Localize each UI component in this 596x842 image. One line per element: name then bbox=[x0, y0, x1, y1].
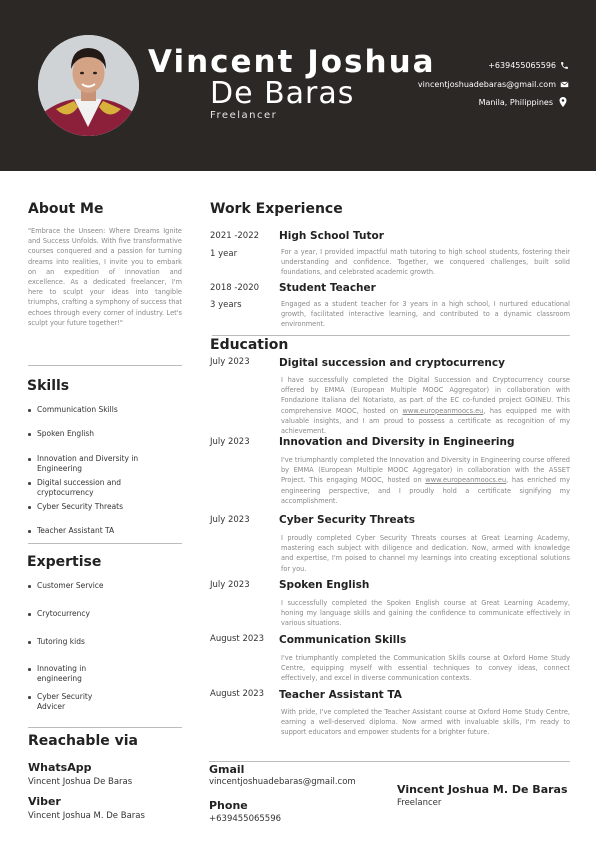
divider bbox=[28, 543, 182, 544]
expertise-item: Tutoring kids bbox=[28, 637, 148, 647]
education-title: Spoken English bbox=[279, 579, 370, 591]
work-heading: Work Experience bbox=[210, 201, 343, 217]
last-name: De Baras bbox=[210, 76, 355, 111]
education-title: Cyber Security Threats bbox=[279, 514, 415, 526]
divider bbox=[209, 761, 570, 762]
education-description: I successfully completed the Spoken English course at Great Learning Academy, honing my language skills and gaining the confidence to communicate effectively in various situations. bbox=[281, 599, 570, 628]
work-description: For a year, I provided impactful math tutoring to high school students, fostering their understanding and confidence. Together, we conquered challenges, built solid foundations, and celebrated academic growth. bbox=[281, 248, 570, 277]
skill-item: Teacher Assistant TA bbox=[28, 526, 148, 536]
education-date: August 2023 bbox=[210, 689, 265, 699]
education-description: I proudly completed Cyber Security Threats courses at Great Learning Academy, mastering each subject with diligence and dedication. Now, armed with knowledge and expertise, I'm poised to channel my learnings into creating exceptional solutions for you. bbox=[281, 534, 570, 573]
education-date: July 2023 bbox=[210, 515, 250, 525]
expertise-item: Innovating in engineering bbox=[28, 664, 98, 684]
header-location bbox=[479, 96, 569, 108]
education-title: Digital succession and cryptocurrency bbox=[279, 357, 505, 369]
education-title: Teacher Assistant TA bbox=[279, 689, 402, 701]
work-title: High School Tutor bbox=[279, 230, 384, 242]
expertise-item: Crytocurrency bbox=[28, 609, 148, 619]
whatsapp-label: WhatsApp bbox=[28, 761, 92, 774]
viber-label: Viber bbox=[28, 795, 61, 808]
education-date: August 2023 bbox=[210, 634, 265, 644]
education-text: I have successfully completed the Digital Succession and Cryptocurrency course offered by EMMA (European Multiple MOOC Aggregator) in collaboration with Fondazione Italiana del Notariato, as part of the EC co-funded project GOINEU. This comprehensive MOOC, hosted on bbox=[281, 376, 570, 415]
skill-item: Communication Skills bbox=[28, 405, 148, 415]
skill-item: Spoken English bbox=[28, 429, 148, 439]
europeanmoocs-link[interactable]: www.europeanmoocs.eu bbox=[402, 406, 484, 415]
header-email-text: vincentjoshuadebaras@gmail.com bbox=[417, 80, 556, 89]
divider bbox=[28, 365, 182, 366]
work-years: 2018 -2020 bbox=[210, 283, 260, 293]
about-text: "Embrace the Unseen: Where Dreams Ignite and Success Unfolds. With five transformative courses conquered and a passion for turning dreams into realities, I invite you to embark on an expedition of innovation and excellence. As a dedicated freelancer, I'm here to sculpt your ideas into tangible triumphs, crafting a symphony of success that echoes through every corner of industry. Let's sculpt your future together!" bbox=[28, 227, 182, 327]
work-years: 2021 -2022 bbox=[210, 231, 260, 241]
work-title: Student Teacher bbox=[279, 282, 376, 294]
education-description: With pride, I've completed the Teacher Assistant course at Oxford Home Study Centre, earning a well-deserved diploma. Now armed with invaluable skills, I'm ready to support educators and empower students for a brighter future. bbox=[281, 708, 570, 737]
reachable-heading: Reachable via bbox=[28, 733, 138, 749]
mail-icon bbox=[560, 80, 569, 89]
header-role: Freelancer bbox=[210, 110, 278, 121]
viber-value: Vincent Joshua M. De Baras bbox=[28, 811, 145, 821]
whatsapp-value: Vincent Joshua De Baras bbox=[28, 777, 133, 787]
first-name: Vincent Joshua bbox=[148, 44, 436, 80]
phone-value: +639455065596 bbox=[209, 814, 282, 824]
phone-icon bbox=[560, 61, 569, 70]
education-description bbox=[281, 375, 570, 436]
about-heading: About Me bbox=[28, 201, 104, 217]
education-date: July 2023 bbox=[210, 437, 250, 447]
header-phone bbox=[488, 61, 569, 70]
header-email bbox=[418, 80, 569, 89]
education-text: I've triumphantly completed the Innovation and Diversity in Engineering course offered by EMMA (European Multiple MOOC Aggregator) in collaboration with the ASSET Project. This engaging MOOC, hosted on bbox=[281, 456, 570, 485]
skill-item: Innovation and Diversity in Engineering bbox=[28, 454, 148, 474]
education-date: July 2023 bbox=[210, 357, 250, 367]
education-title: Communication Skills bbox=[279, 634, 407, 646]
header-phone-text: +639455065596 bbox=[488, 61, 556, 70]
work-duration: 3 years bbox=[210, 300, 242, 310]
europeanmoocs-link[interactable]: www.europeanmoocs.eu bbox=[425, 476, 507, 485]
divider bbox=[212, 335, 570, 336]
phone-label: Phone bbox=[209, 799, 248, 812]
work-description: Engaged as a student teacher for 3 years in a high school, I nurtured educational growth, facilitated interactive learning, and contributed to a dynamic classroom environment. bbox=[281, 300, 570, 329]
header-location-text: Manila, Philippines bbox=[478, 97, 553, 107]
signature-name: Vincent Joshua M. De Baras bbox=[397, 783, 568, 796]
skill-item: Cyber Security Threats bbox=[28, 502, 148, 512]
skill-item: Digital succession and cryptocurrency bbox=[28, 478, 128, 498]
expertise-heading: Expertise bbox=[27, 554, 102, 570]
education-text: , has equipped me with valuable insights, and I am proud to possess a certificate as recognition of my achievement. bbox=[281, 406, 570, 436]
education-description: I've triumphantly completed the Communication Skills course at Oxford Home Study Centre, equipping myself with essential techniques to convey ideas, connect effectively, and excel in diverse communication contexts. bbox=[281, 654, 570, 683]
education-date: July 2023 bbox=[210, 580, 250, 590]
profile-photo bbox=[38, 35, 139, 136]
education-text: , has enriched my engineering perspective, and I proudly hold a certificate signifying my accomplishment. bbox=[281, 476, 570, 505]
location-pin-icon bbox=[557, 96, 569, 108]
expertise-item: Cyber Security Advicer bbox=[28, 692, 98, 712]
education-description bbox=[281, 455, 570, 506]
gmail-label: Gmail bbox=[209, 763, 245, 776]
education-heading: Education bbox=[210, 337, 289, 353]
work-duration: 1 year bbox=[210, 249, 238, 259]
divider bbox=[28, 727, 182, 728]
signature-role: Freelancer bbox=[397, 798, 442, 808]
expertise-item: Customer Service bbox=[28, 581, 148, 591]
education-title: Innovation and Diversity in Engineering bbox=[279, 436, 515, 448]
skills-heading: Skills bbox=[27, 378, 70, 394]
gmail-value: vincentjoshuadebaras@gmail.com bbox=[209, 777, 356, 787]
